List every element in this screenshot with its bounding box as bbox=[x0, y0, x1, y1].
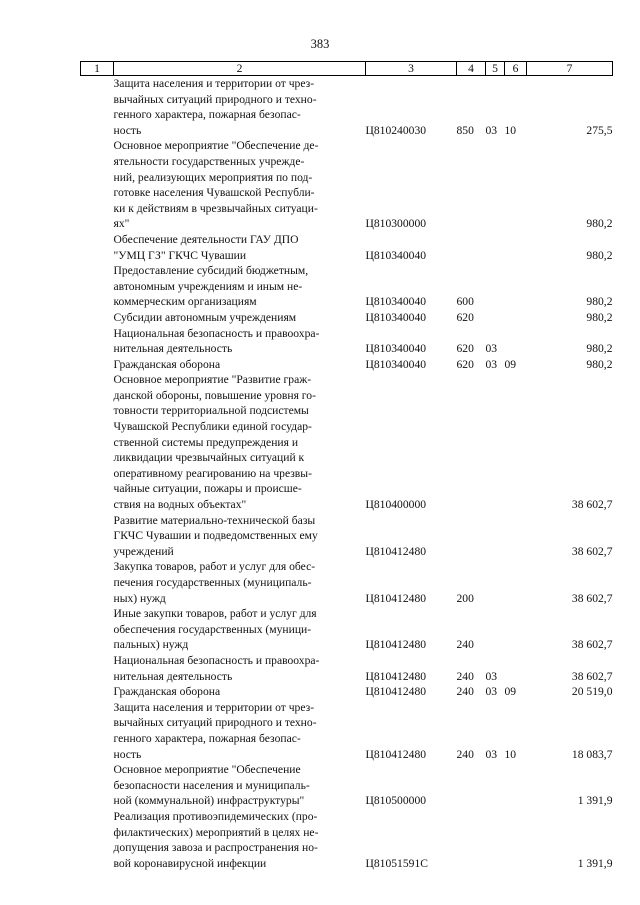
expense-type-cell: 240 bbox=[456, 638, 474, 652]
section-cell: 03 bbox=[485, 669, 498, 683]
expense-type-cell: 240 bbox=[456, 747, 474, 761]
item-name-cell: Обеспечение деятельности ГАУ ДПО "УМЦ ГЗ" ГКЧС Чувашии bbox=[113, 232, 299, 262]
column-header: 5 bbox=[486, 62, 505, 76]
row-number-cell bbox=[81, 513, 114, 560]
target-code-cell: Ц810340040 bbox=[365, 248, 427, 262]
target-code-cell: Ц810412480 bbox=[365, 544, 427, 558]
amount-cell: 38 602,7 bbox=[571, 544, 613, 558]
expense-type-cell: 620 bbox=[456, 357, 474, 371]
expense-type-cell bbox=[457, 138, 486, 232]
section-cell: 03 bbox=[485, 123, 498, 137]
target-code-cell: Ц810340040 bbox=[365, 295, 427, 309]
expense-type-cell bbox=[457, 513, 486, 560]
row-number-cell bbox=[81, 372, 114, 512]
amount-cell: 38 602,7 bbox=[571, 638, 613, 652]
target-code-cell: Ц810340040 bbox=[365, 342, 427, 356]
amount-cell: 38 602,7 bbox=[571, 591, 613, 605]
section-cell bbox=[486, 372, 505, 512]
amount-cell: 275,5 bbox=[586, 123, 613, 137]
item-name-cell: Национальная безопасность и правоохра- нительная деятельность bbox=[113, 653, 320, 683]
target-code-cell: Ц810412480 bbox=[365, 591, 427, 605]
expense-type-cell bbox=[457, 762, 486, 809]
target-code-cell: Ц810412480 bbox=[365, 669, 427, 683]
expense-type-cell: 600 bbox=[456, 295, 474, 309]
section-cell bbox=[486, 138, 505, 232]
item-name-cell: Субсидии автономным учреждениям bbox=[113, 310, 297, 324]
item-name-cell: Закупка товаров, работ и услуг для обес- печения государственных (муниципаль- ных) нужд bbox=[113, 560, 316, 605]
budget-table bbox=[80, 61, 613, 871]
expense-type-cell: 200 bbox=[456, 591, 474, 605]
table-row bbox=[81, 700, 613, 762]
section-cell: 03 bbox=[485, 342, 498, 356]
row-number-cell bbox=[81, 76, 114, 139]
item-name-cell: Гражданская оборона bbox=[113, 685, 221, 699]
item-name-cell: Гражданская оборона bbox=[113, 357, 221, 371]
expense-type-cell bbox=[457, 809, 486, 871]
row-number-cell bbox=[81, 606, 114, 653]
item-name-cell: Национальная безопасность и правоохра- нительная деятельность bbox=[113, 326, 320, 356]
row-number-cell bbox=[81, 762, 114, 809]
section-cell: 03 bbox=[485, 747, 498, 761]
subsection-cell: 09 bbox=[504, 357, 517, 371]
subsection-cell: 10 bbox=[504, 747, 517, 761]
amount-cell: 980,2 bbox=[586, 295, 613, 309]
amount-cell: 980,2 bbox=[586, 357, 613, 371]
row-number-cell bbox=[81, 809, 114, 871]
table-row bbox=[81, 326, 613, 357]
expense-type-cell bbox=[457, 372, 486, 512]
row-number-cell bbox=[81, 310, 114, 326]
expense-type-cell: 620 bbox=[456, 342, 474, 356]
subsection-cell bbox=[505, 232, 527, 263]
table-row bbox=[81, 138, 613, 232]
section-cell bbox=[486, 606, 505, 653]
expense-type-cell: 240 bbox=[456, 669, 474, 683]
target-code-cell: Ц810240030 bbox=[365, 123, 427, 137]
section-cell: 03 bbox=[485, 357, 498, 371]
amount-cell: 980,2 bbox=[586, 248, 613, 262]
row-number-cell bbox=[81, 138, 114, 232]
section-cell bbox=[486, 762, 505, 809]
target-code-cell: Ц810340040 bbox=[365, 357, 427, 371]
section-cell bbox=[486, 263, 505, 310]
row-number-cell bbox=[81, 263, 114, 310]
column-header: 2 bbox=[114, 62, 366, 76]
section-cell: 03 bbox=[485, 685, 498, 699]
table-row bbox=[81, 762, 613, 809]
item-name-cell: Основное мероприятие "Обеспечение де- ятельности государственных учрежде- ний, реализующих мероприятия по под- готовке населения Чувашской Республи- ки к действиям в чрезвычайных ситуаци- ях" bbox=[113, 139, 319, 231]
item-name-cell: Защита населения и территории от чрез- вычайных ситуаций природного и техно- генного характера, пожарная безопас- ность bbox=[113, 77, 317, 137]
expense-type-cell: 240 bbox=[456, 685, 474, 699]
amount-cell: 20 519,0 bbox=[571, 685, 613, 699]
subsection-cell: 09 bbox=[504, 685, 517, 699]
page-number: 383 bbox=[310, 37, 330, 51]
item-name-cell: Основное мероприятие "Развитие граж- данской обороны, повышение уровня го- товности территориальной подсистемы Чувашской Республики единой государ- ственной системы предупреждения и ликвидации чрезвычайных ситуаций к оперативному реагированию на чрезвы- чайные ситуации, пожары и происше- ствия на водных объектах" bbox=[113, 373, 316, 512]
column-header: 7 bbox=[527, 62, 613, 76]
subsection-cell bbox=[505, 513, 527, 560]
row-number-cell bbox=[81, 559, 114, 606]
amount-cell: 980,2 bbox=[586, 342, 613, 356]
target-code-cell: Ц810500000 bbox=[365, 794, 427, 808]
item-name-cell: Предоставление субсидий бюджетным, автономным учреждениям и иным не- коммерческим организациям bbox=[113, 264, 309, 309]
column-header: 3 bbox=[366, 62, 457, 76]
row-number-cell bbox=[81, 684, 114, 700]
subsection-cell bbox=[505, 606, 527, 653]
section-cell bbox=[486, 513, 505, 560]
subsection-cell bbox=[505, 372, 527, 512]
subsection-cell bbox=[505, 263, 527, 310]
expense-type-cell bbox=[457, 232, 486, 263]
row-number-cell bbox=[81, 653, 114, 684]
table-row bbox=[81, 357, 613, 373]
target-code-cell: Ц810412480 bbox=[365, 638, 427, 652]
table-row bbox=[81, 310, 613, 326]
amount-cell: 38 602,7 bbox=[571, 669, 613, 683]
subsection-cell bbox=[505, 559, 527, 606]
table-header-row bbox=[81, 62, 613, 76]
table-row bbox=[81, 513, 613, 560]
amount-cell: 980,2 bbox=[586, 217, 613, 231]
item-name-cell: Основное мероприятие "Обеспечение безопасности населения и муниципаль- ной (коммунальной) инфраструктуры" bbox=[113, 763, 310, 808]
column-header: 6 bbox=[505, 62, 527, 76]
amount-cell: 1 391,9 bbox=[577, 794, 613, 808]
table-row bbox=[81, 684, 613, 700]
table-row bbox=[81, 559, 613, 606]
table-row bbox=[81, 653, 613, 684]
expense-type-cell: 850 bbox=[456, 123, 474, 137]
subsection-cell bbox=[505, 653, 527, 684]
item-name-cell: Иные закупки товаров, работ и услуг для обеспечения государственных (муници- пальных) нужд bbox=[113, 607, 317, 652]
subsection-cell: 10 bbox=[504, 123, 517, 137]
subsection-cell bbox=[505, 310, 527, 326]
target-code-cell: Ц810412480 bbox=[365, 747, 427, 761]
row-number-cell bbox=[81, 326, 114, 357]
section-cell bbox=[486, 809, 505, 871]
amount-cell: 1 391,9 bbox=[577, 856, 613, 870]
target-code-cell: Ц810400000 bbox=[365, 498, 427, 512]
subsection-cell bbox=[505, 762, 527, 809]
table-row bbox=[81, 372, 613, 512]
section-cell bbox=[486, 310, 505, 326]
subsection-cell bbox=[505, 809, 527, 871]
table-row bbox=[81, 232, 613, 263]
item-name-cell: Развитие материально-технической базы ГКЧС Чувашии и подведомственных ему учреждений bbox=[113, 513, 318, 558]
table-row bbox=[81, 263, 613, 310]
item-name-cell: Реализация противоэпидемических (про- филактических) мероприятий в целях не- допущения завоза и распространения но- вой коронавирусной инфекции bbox=[113, 809, 319, 870]
item-name-cell: Защита населения и территории от чрез- вычайных ситуаций природного и техно- генного характера, пожарная безопас- ность bbox=[113, 700, 317, 761]
amount-cell: 18 083,7 bbox=[571, 747, 613, 761]
table-body bbox=[81, 76, 613, 872]
target-code-cell: Ц810300000 bbox=[365, 217, 427, 231]
column-header: 1 bbox=[81, 62, 114, 76]
amount-cell: 980,2 bbox=[586, 310, 613, 324]
table-row bbox=[81, 606, 613, 653]
target-code-cell: Ц810412480 bbox=[365, 685, 427, 699]
target-code-cell: Ц810340040 bbox=[365, 310, 427, 324]
subsection-cell bbox=[505, 138, 527, 232]
target-code-cell: Ц81051591C bbox=[365, 856, 428, 870]
section-cell bbox=[486, 559, 505, 606]
subsection-cell bbox=[505, 326, 527, 357]
table-row bbox=[81, 809, 613, 871]
table-row bbox=[81, 76, 613, 139]
amount-cell: 38 602,7 bbox=[571, 498, 613, 512]
expense-type-cell: 620 bbox=[456, 310, 474, 324]
column-header: 4 bbox=[457, 62, 486, 76]
row-number-cell bbox=[81, 232, 114, 263]
row-number-cell bbox=[81, 357, 114, 373]
row-number-cell bbox=[81, 700, 114, 762]
section-cell bbox=[486, 232, 505, 263]
